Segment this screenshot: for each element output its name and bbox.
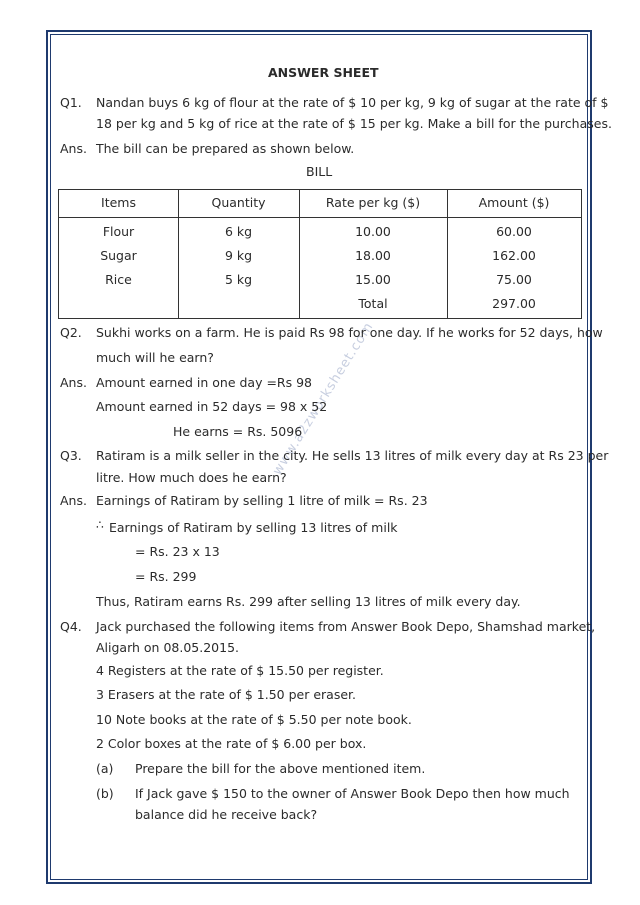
q4-line2: Aligarh on 08.05.2015. [96, 640, 239, 655]
q3-label: Q3. [60, 448, 82, 463]
bill-total-value: 297.00 [492, 296, 536, 311]
bill-cell: Flour [102, 224, 135, 239]
q2-ans3: He earns = Rs. 5096 [173, 424, 303, 439]
bill-table [58, 189, 582, 319]
bill-header-rate: Rate per kg ($) [325, 195, 421, 210]
q1-ans-label: Ans. [60, 141, 87, 156]
q2-ans1: Amount earned in one day =Rs 98 [96, 375, 313, 390]
q2-ans-label: Ans. [60, 375, 87, 390]
bill-header-quantity: Quantity [211, 195, 266, 210]
bill-cell: Sugar [100, 248, 137, 263]
bill-cell: 75.00 [496, 272, 532, 287]
therefore-icon: ∴ [96, 517, 104, 532]
bill-cell: 6 kg [224, 224, 253, 239]
q4-a-label: (a) [96, 761, 114, 776]
q4-label: Q4. [60, 619, 82, 634]
q3-ans5: Thus, Ratiram earns Rs. 299 after selling 13 litres of milk every day. [96, 594, 521, 609]
q3-ans2: Earnings of Ratiram by selling 13 litres of milk [109, 520, 398, 535]
bill-cell: 10.00 [355, 224, 391, 239]
q1-label: Q1. [60, 95, 82, 110]
q1-line2: 18 per kg and 5 kg of rice at the rate of $ 15 per kg. Make a bill for the purchases. [96, 116, 612, 131]
q3-line1: Ratiram is a milk seller in the city. He sells 13 litres of milk every day at Rs 23 per [96, 448, 609, 463]
bill-title: BILL [306, 164, 333, 179]
q1-ans-line: The bill can be prepared as shown below. [96, 141, 355, 156]
watermark: www.a2zworksheet.com [270, 319, 377, 478]
bill-cell: 15.00 [355, 272, 391, 287]
q2-line2: much will he earn? [96, 350, 214, 365]
bill-header-divider [59, 217, 581, 218]
page-title: ANSWER SHEET [268, 65, 379, 80]
q4-line1: Jack purchased the following items from Answer Book Depo, Shamshad market, [96, 619, 596, 634]
q2-line1: Sukhi works on a farm. He is paid Rs 98 for one day. If he works for 52 days, how [96, 325, 603, 340]
bill-cell: 9 kg [224, 248, 253, 263]
q4-b-line1: If Jack gave $ 150 to the owner of Answer Book Depo then how much [135, 786, 570, 801]
q3-ans-label: Ans. [60, 493, 87, 508]
bill-cell: 162.00 [492, 248, 536, 263]
q2-label: Q2. [60, 325, 82, 340]
bill-cell: 60.00 [496, 224, 532, 239]
bill-header-items: Items [101, 195, 136, 210]
q4-b-line2: balance did he receive back? [135, 807, 318, 822]
bill-cell: Rice [105, 272, 132, 287]
bill-total-label: Total [358, 296, 388, 311]
q4-b-label: (b) [96, 786, 114, 801]
bill-cell: 5 kg [224, 272, 253, 287]
bill-cell: 18.00 [355, 248, 391, 263]
q3-ans1: Earnings of Ratiram by selling 1 litre of milk = Rs. 23 [96, 493, 428, 508]
q3-ans4: = Rs. 299 [135, 569, 197, 584]
q4-item4: 2 Color boxes at the rate of $ 6.00 per box. [96, 736, 367, 751]
q3-line2: litre. How much does he earn? [96, 470, 287, 485]
q1-line1: Nandan buys 6 kg of flour at the rate of $ 10 per kg, 9 kg of sugar at the rate of $ [96, 95, 609, 110]
q4-item3: 10 Note books at the rate of $ 5.50 per note book. [96, 712, 412, 727]
q4-item1: 4 Registers at the rate of $ 15.50 per register. [96, 663, 384, 678]
q2-ans2: Amount earned in 52 days = 98 x 52 [96, 399, 328, 414]
bill-header-amount: Amount ($) [478, 195, 550, 210]
q3-ans3: = Rs. 23 x 13 [135, 544, 220, 559]
q4-item2: 3 Erasers at the rate of $ 1.50 per eraser. [96, 687, 356, 702]
q4-a-text: Prepare the bill for the above mentioned item. [135, 761, 426, 776]
